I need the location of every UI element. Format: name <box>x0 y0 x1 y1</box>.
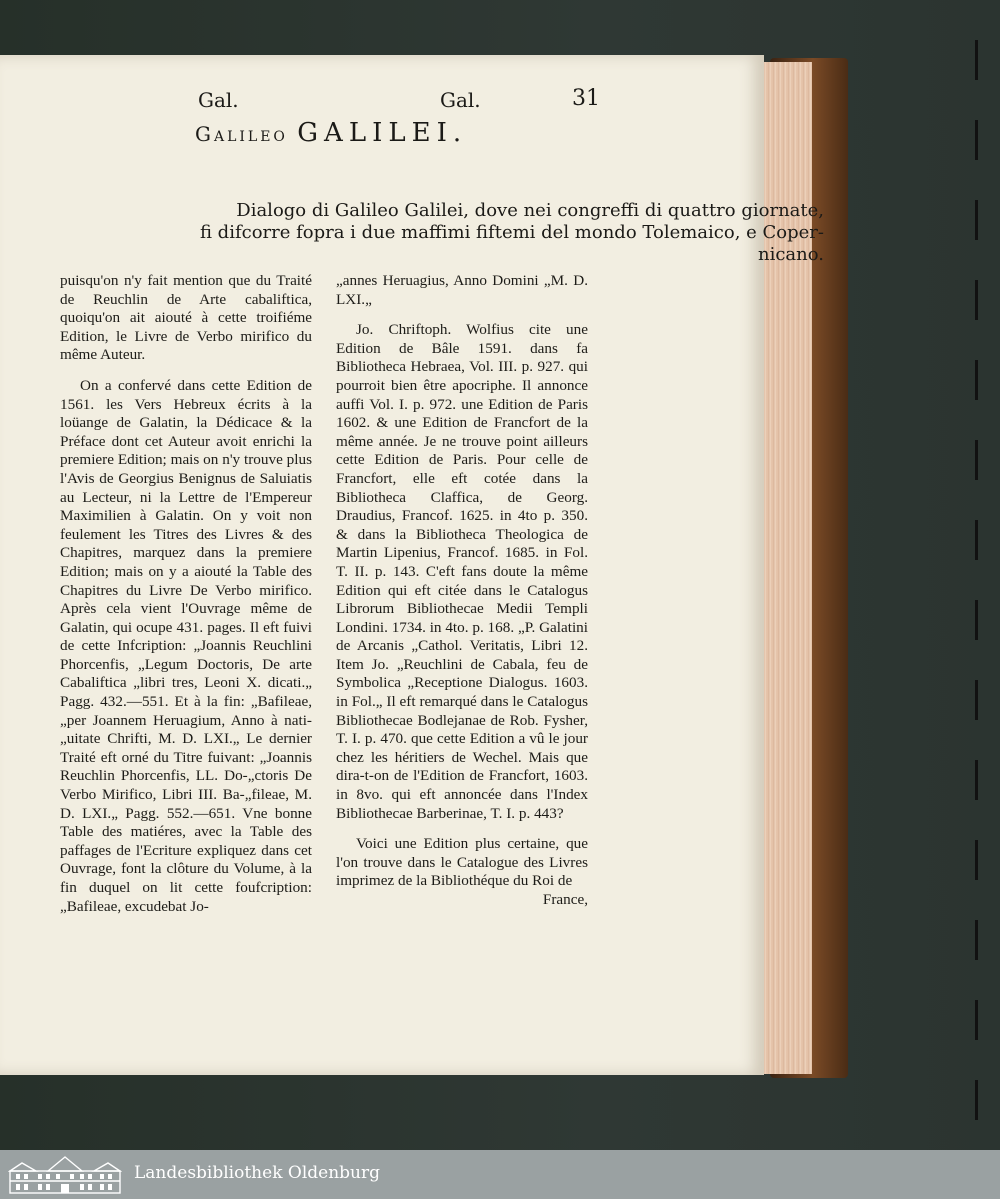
ruler-mark <box>975 520 978 560</box>
running-head-center: Gal. <box>440 88 481 112</box>
work-title-line-3: nicano. <box>758 244 824 265</box>
ruler-mark <box>975 200 978 240</box>
ruler-mark <box>975 280 978 320</box>
left-paragraph-1: puisqu'on n'y fait mention que du Traité de Reuchlin de Arte cabaliftica, quoiqu'on ait aiouté à cette troifiéme Edition, le Livre de Verbo mirifico du même Auteur. <box>60 272 312 364</box>
right-column <box>336 272 588 922</box>
work-title-line-1: Dialogo di Galileo Galilei, dove nei congreffi di quattro giornate, <box>236 200 824 221</box>
ruler-mark <box>975 600 978 640</box>
right-paragraph-2: Jo. Chriftoph. Wolfius cite une Edition de Bâle 1591. dans fa Bibliotheca Hebraea, Vol. III. p. 927. qui pourroit bien être apocriphe. Il annonce auffi Vol. I. p. 972. une Edition de Paris 1602. & une Edition de Francfort de la même année. Je ne trouve point ailleurs cette Edition de Paris. Pour celle de Francfort, elle eft cotée dans la Bibliotheca Claffica, de Georg. Draudius, Francof. 1625. in 4to p. 350. & dans la Bibliotheca Theologica de Martin Lipenius, Francof. 1685. in Fol. T. II. p. 143. C'eft fans doute la même Edition qui eft citée dans le Catalogus Librorum Bibliothecae Medii Templi Londini. 1734. in 4to. p. 168. „P. Galatini de Arcanis „Cathol. Veritatis, Libri 12. Item Jo. „Reuchlini de Cabala, feu de Symbolica „Receptione Dialogus. 1603. in Fol.„ Il eft remarqué dans le Catalogus Bibliothecae Bodlejanae de Rob. Fysher, T. I. p. 470. que cette Edition a vû le jour chez les héritiers de Wechel. Mais que dira-t-on de l'Edition de Francfort, 1603. in 8vo. qui eft annoncée dans l'Index Bibliothecae Barberinae, T. I. p. 443? <box>336 321 588 822</box>
ruler-mark <box>975 920 978 960</box>
work-title-line-2: fi difcorre fopra i due maffimi fiftemi del mondo Tolemaico, e Coper- <box>199 222 824 243</box>
ruler-mark <box>975 1000 978 1040</box>
ruler-mark <box>975 1080 978 1120</box>
right-paragraph-3: Voici une Edition plus certaine, que l'on trouve dans le Catalogue des Livres imprimez de la Bibliothéque du Roi de <box>336 835 588 890</box>
ruler-mark <box>975 440 978 480</box>
footer-bar <box>0 1150 1000 1199</box>
running-head-left: Gal. <box>198 88 239 112</box>
author-first-name: Galileo <box>195 122 288 146</box>
left-paragraph-2: On a confervé dans cette Edition de 1561. les Vers Hebreux écrits à la loüange de Galatin, la Dédicace & la Préface dont cet Auteur avoit enrichi la premiere Edition; mais on n'y trouve plus l'Avis de Georgius Benignus de Saluiatis au Lecteur, ni la Lettre de l'Empereur Maximilien à Galatin. On y voit non feulement les Titres des Livres & des Chapitres, marquez dans la premiere Edition; mais on y a aiouté la Table des Chapitres du Livre De Verbo mirifico. Après cela vient l'Ouvrage même de Galatin, qui ocupe 431. pages. Il eft fuivi de cette Infcription: „Joannis Reuchlini Phorcenfis, „Legum Doctoris, De arte Cabaliftica „libri tres, Leoni X. dicati.„ Pagg. 432.—551. Et à la fin: „Bafileae, „per Joannem Heruagium, Anno à nati-„uitate Chrifti, M. D. LXI.„ Le dernier Traité eft orné du Titre fuivant: „Joannis Reuchlin Phorcenfis, LL. Do-„ctoris De Verbo Mirifico, Libri III. Ba-„fileae, M. D. LXI.„ Pagg. 552.—651. Vne bonne Table des matiéres, avec la Table des paffages de l'Ecriture expliquez dans cet Ouvrage, font la clôture du Volume, à la fin duquel on lit cette foufcription: „Bafileae, excudebat Jo- <box>60 376 312 915</box>
catchword: France, <box>542 891 588 908</box>
left-column <box>60 272 312 928</box>
ruler-mark <box>975 840 978 880</box>
entry-heading <box>195 118 467 148</box>
library-building-icon <box>8 1155 122 1195</box>
ruler-mark <box>975 120 978 160</box>
ruler-mark <box>975 40 978 80</box>
institution-name: Landesbibliothek Oldenburg <box>134 1163 381 1183</box>
page-number: 31 <box>572 86 600 111</box>
ruler-mark <box>975 680 978 720</box>
right-paragraph-1: „annes Heruagius, Anno Domini „M. D. LXI.„ <box>336 272 588 308</box>
ruler-mark <box>975 760 978 800</box>
ruler-mark <box>975 360 978 400</box>
author-surname: GALILEI. <box>297 118 468 148</box>
